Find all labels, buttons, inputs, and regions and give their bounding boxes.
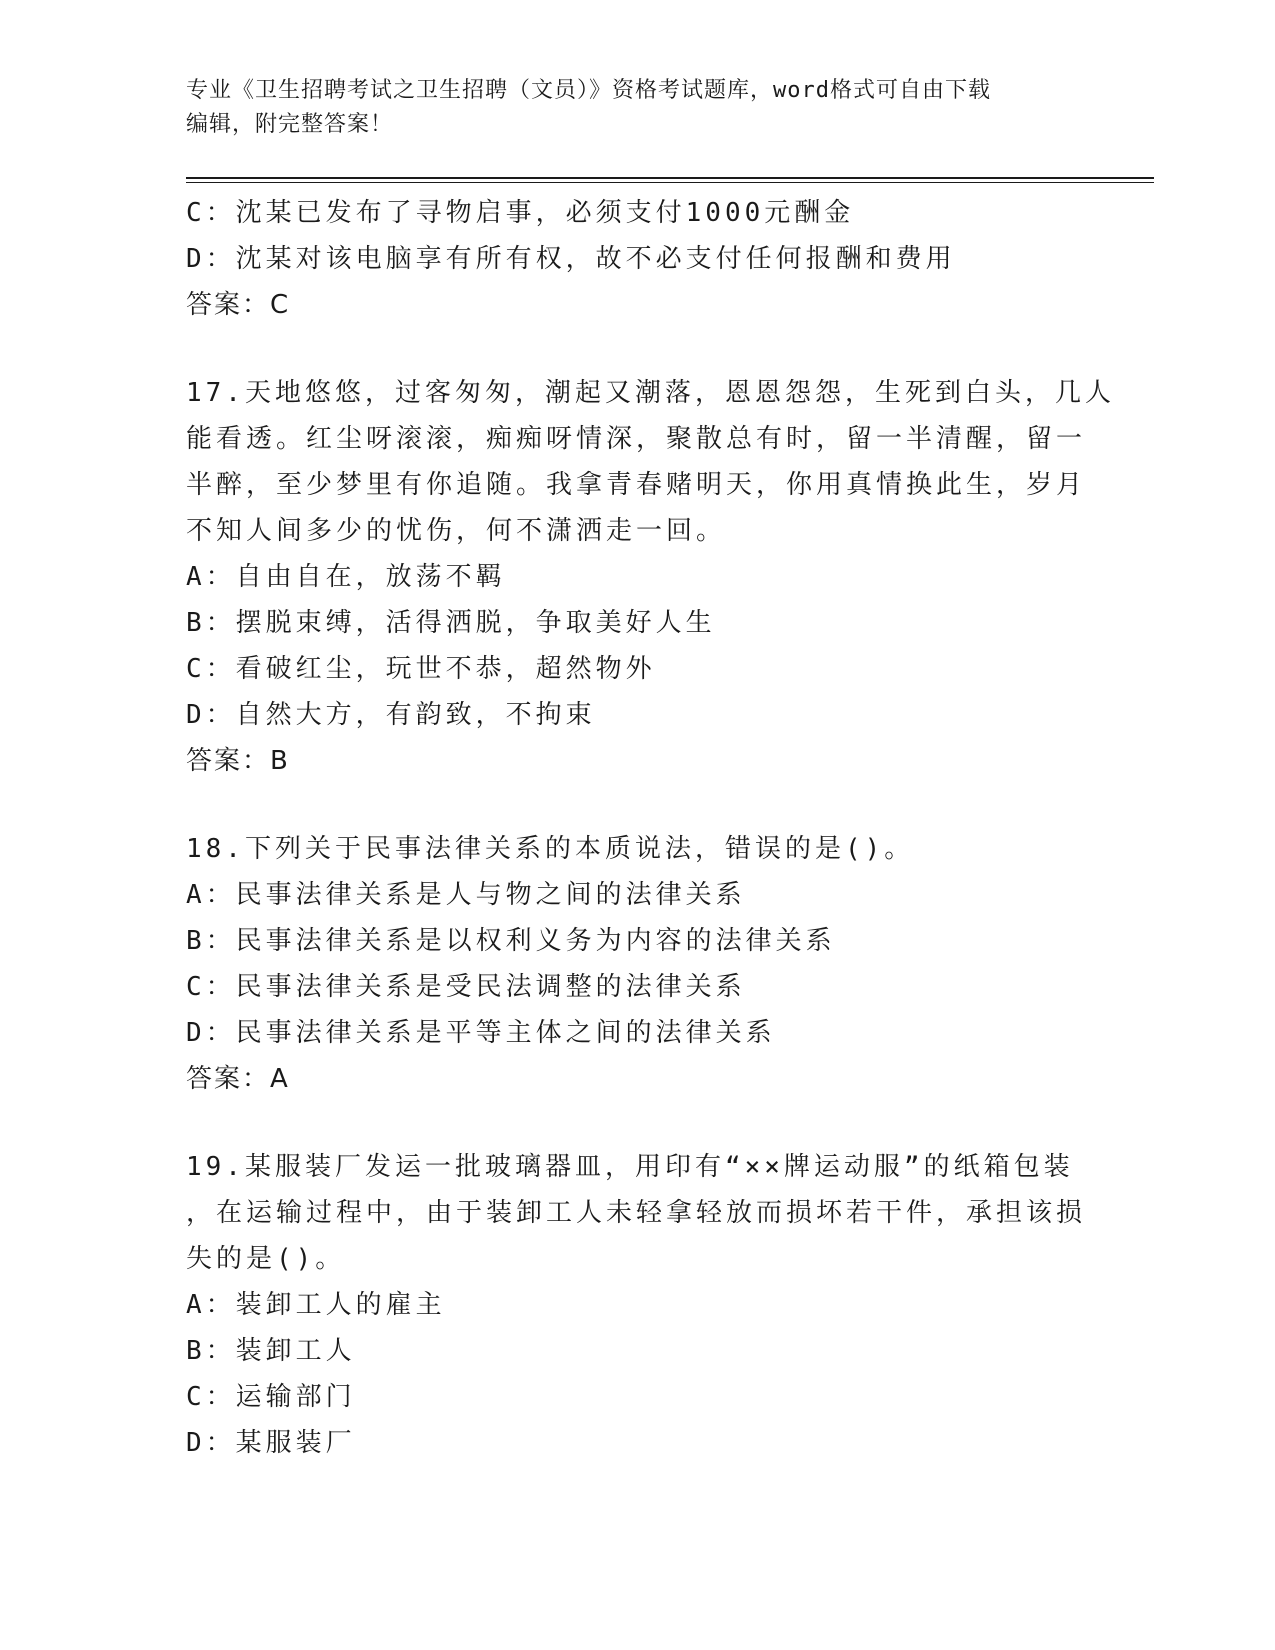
question-19-option-d: D：某服装厂 <box>186 1428 356 1458</box>
document-header <box>186 74 1086 142</box>
question-18-option-d: D：民事法律关系是平等主体之间的法律关系 <box>186 1018 776 1048</box>
question-18-option-a: A：民事法律关系是人与物之间的法律关系 <box>186 880 746 910</box>
question-17 <box>186 370 1115 784</box>
header-line-2: 编辑，附完整答案！ <box>186 112 394 137</box>
question-18-option-c: C：民事法律关系是受民法调整的法律关系 <box>186 972 746 1002</box>
spacer <box>186 784 1086 826</box>
question-17-stem-line-3: 半醉，至少梦里有你追随。我拿青春赌明天，你用真情换此生，岁月 <box>186 470 1087 500</box>
question-19-stem-line-3: 失的是()。 <box>186 1244 346 1274</box>
question-16 <box>186 190 1086 328</box>
question-content <box>186 190 1115 1466</box>
question-19-stem-line-2: ，在运输过程中，由于装卸工人未轻拿轻放而损坏若干件，承担该损 <box>186 1198 1087 1228</box>
question-17-answer: 答案：B <box>186 746 290 776</box>
question-19-option-a: A：装卸工人的雇主 <box>186 1290 446 1320</box>
question-17-stem-line-2: 能看透。红尘呀滚滚，痴痴呀情深，聚散总有时，留一半清醒，留一 <box>186 424 1087 454</box>
question-17-option-b: B：摆脱束缚，活得洒脱，争取美好人生 <box>186 608 716 638</box>
header-divider-thick <box>186 177 1154 179</box>
question-19 <box>186 1144 1086 1466</box>
question-17-option-a: A：自由自在，放荡不羁 <box>186 562 506 592</box>
spacer <box>186 1102 1086 1144</box>
question-17-option-c: C：看破红尘，玩世不恭，超然物外 <box>186 654 656 684</box>
question-17-option-d: D：自然大方，有韵致，不拘束 <box>186 700 596 730</box>
question-18-option-b: B：民事法律关系是以权利义务为内容的法律关系 <box>186 926 836 956</box>
question-17-stem-line-1: 17.天地悠悠，过客匆匆，潮起又潮落，恩恩怨怨，生死到白头，几人 <box>186 378 1115 408</box>
question-19-option-c: C：运输部门 <box>186 1382 356 1412</box>
question-16-option-c: C：沈某已发布了寻物启事，必须支付1000元酬金 <box>186 198 855 228</box>
spacer <box>186 328 1086 370</box>
question-19-option-b: B：装卸工人 <box>186 1336 356 1366</box>
question-19-stem-line-1: 19.某服装厂发运一批玻璃器皿，用印有“××牌运动服”的纸箱包装 <box>186 1152 1074 1182</box>
question-18 <box>186 826 1086 1102</box>
question-17-stem-line-4: 不知人间多少的忧伤，何不潇洒走一回。 <box>186 516 727 546</box>
question-18-stem: 18.下列关于民事法律关系的本质说法，错误的是()。 <box>186 834 915 864</box>
question-16-option-d: D：沈某对该电脑享有所有权，故不必支付任何报酬和费用 <box>186 244 956 274</box>
question-18-answer: 答案：A <box>186 1064 290 1094</box>
header-line-1: 专业《卫生招聘考试之卫生招聘（文员）》资格考试题库，word格式可自由下载 <box>186 78 991 103</box>
header-divider-thin <box>186 182 1154 183</box>
question-16-answer: 答案：C <box>186 290 291 320</box>
